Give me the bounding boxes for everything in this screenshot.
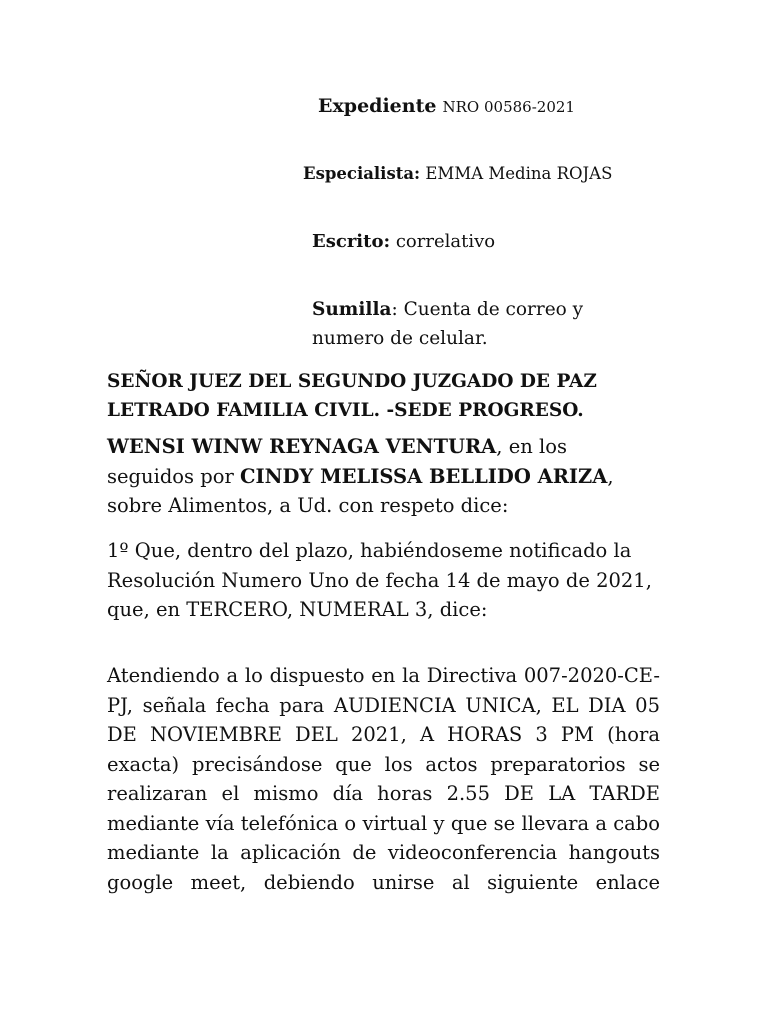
escrito-label: Escrito:	[312, 231, 391, 252]
intro-text-1: , en los seguidos por	[107, 435, 567, 488]
petitioner-name: WENSI WINW REYNAGA VENTURA	[107, 435, 497, 458]
especialista-line	[303, 160, 612, 188]
especialista-name: EMMA Medina ROJAS	[425, 164, 613, 183]
respondent-name: CINDY MELISSA BELLIDO ARIZA	[240, 464, 608, 488]
especialista-label: Especialista:	[303, 164, 421, 183]
sumilla-line	[312, 295, 652, 353]
intro-text-2: , sobre Alimentos, a Ud. con respeto dice:	[107, 464, 614, 517]
expediente-line	[318, 92, 575, 121]
escrito-value: correlativo	[395, 231, 496, 252]
sumilla-value: : Cuenta de correo y numero de celular.	[312, 299, 584, 349]
addressee-heading: SEÑOR JUEZ DEL SEGUNDO JUZGADO DE PAZ LETRADO FAMILIA CIVIL. -SEDE PROGRESO.	[107, 371, 597, 421]
paragraph-1: 1º Que, dentro del plazo, habiéndoseme notificado la Resolución Numero Uno de fecha 14 de mayo de 2021, que, en TERCERO, NUMERAL 3, dice:	[107, 539, 652, 621]
expediente-label: Expediente	[318, 95, 437, 117]
paragraph-2: Atendiendo a lo dispuesto en la Directiva 007-2020-CE-PJ, señala fecha para AUDIENCIA UNICA, EL DIA 05 DE NOVIEMBRE DEL 2021, A HORAS 3 PM (hora exacta) precisándose que los actos preparatorios se realizaran el mismo día horas 2.55 DE LA TARDE mediante vía telefónica o virtual y que se llevara a cabo mediante la aplicación de videoconferencia hangouts google meet, debiendo unirse al siguiente enlace	[107, 664, 660, 894]
sumilla-label: Sumilla	[312, 299, 392, 320]
expediente-number: NRO 00586-2021	[442, 98, 575, 116]
escrito-line	[312, 228, 495, 256]
intro-paragraph	[107, 432, 660, 521]
